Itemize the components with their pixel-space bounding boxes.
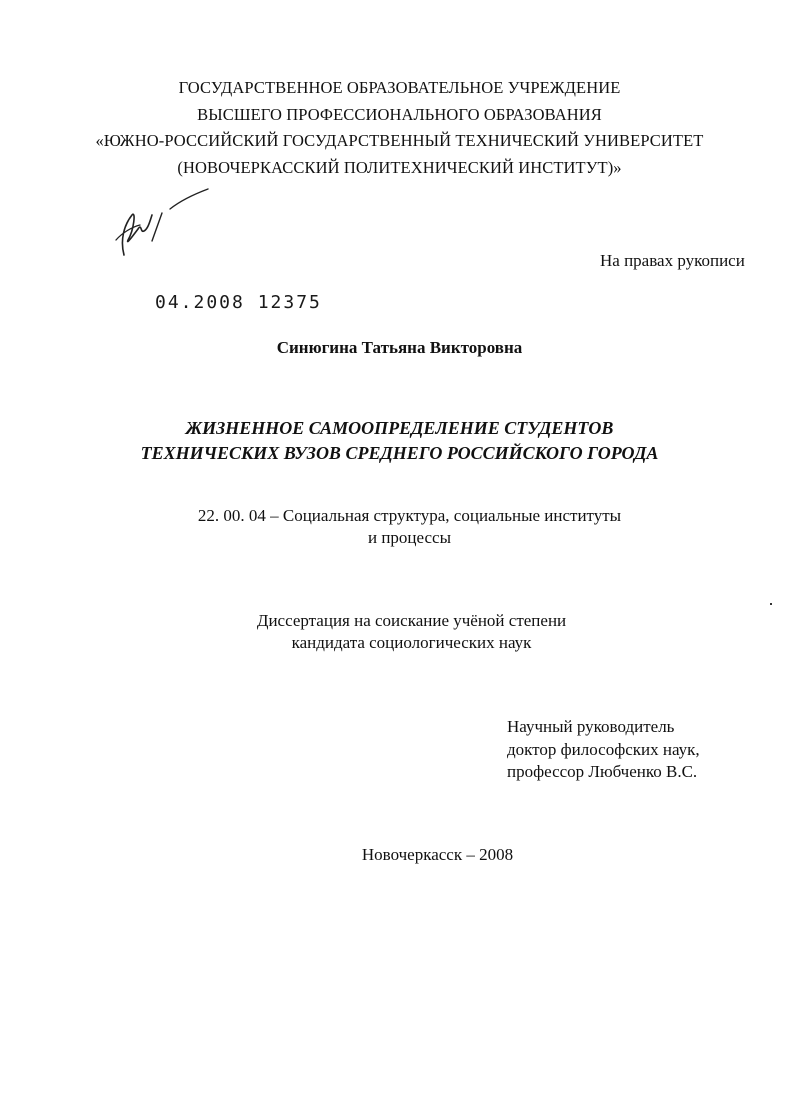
degree-line-2: кандидата социологических наук: [291, 633, 532, 652]
supervisor-line-3: профессор Любченко В.С.: [507, 762, 698, 781]
archive-stamp-number: 04.2008 12375: [155, 292, 322, 313]
degree-line-1: Диссертация на соискание учёной степени: [256, 611, 567, 630]
handwritten-signature: [110, 185, 220, 265]
rights-note: На правах рукописи: [600, 251, 745, 270]
city-year: Новочеркасск – 2008: [361, 845, 514, 864]
institution-line-2: ВЫСШЕГО ПРОФЕССИОНАЛЬНОГО ОБРАЗОВАНИЯ: [197, 105, 602, 124]
thesis-title-line-2: ТЕХНИЧЕСКИХ ВУЗОВ СРЕДНЕГО РОССИЙСКОГО ГОРОДА: [140, 443, 659, 463]
author-name: Синюгина Татьяна Викторовна: [276, 338, 523, 357]
institution-line-3: «ЮЖНО-РОССИЙСКИЙ ГОСУДАРСТВЕННЫЙ ТЕХНИЧЕСКИЙ УНИВЕРСИТЕТ: [95, 131, 704, 150]
supervisor-line-2: доктор философских наук,: [507, 740, 700, 759]
specialty-line-2: и процессы: [367, 528, 452, 547]
specialty-line-1: 22. 00. 04 – Социальная структура, социальные институты: [197, 506, 622, 525]
thesis-title-line-1: ЖИЗНЕННОЕ САМООПРЕДЕЛЕНИЕ СТУДЕНТОВ: [185, 418, 614, 438]
supervisor-line-1: Научный руководитель: [507, 717, 675, 736]
institution-line-4: (НОВОЧЕРКАССКИЙ ПОЛИТЕХНИЧЕСКИЙ ИНСТИТУТ)»: [177, 158, 622, 177]
scan-speck: [770, 603, 772, 605]
institution-line-1: ГОСУДАРСТВЕННОЕ ОБРАЗОВАТЕЛЬНОЕ УЧРЕЖДЕНИЕ: [178, 78, 621, 97]
